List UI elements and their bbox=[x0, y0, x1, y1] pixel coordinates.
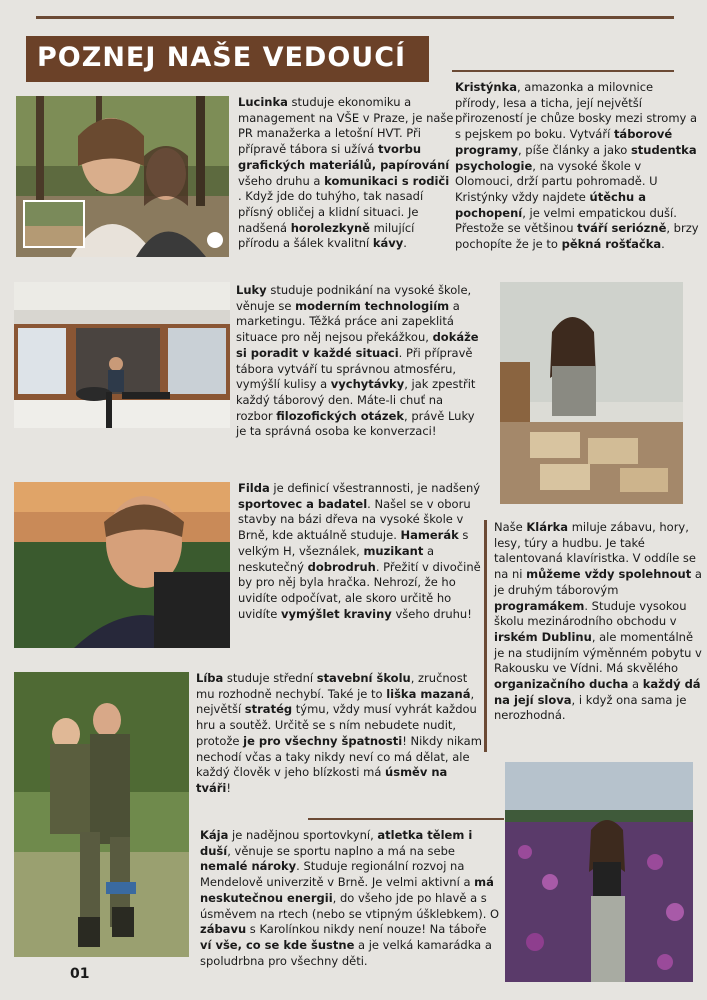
kristynka-run: studentka psychologie bbox=[455, 142, 697, 173]
luky-run: filozofických otázek bbox=[276, 408, 405, 423]
page-title: POZNEJ NAŠE VEDOUCÍ bbox=[37, 42, 407, 73]
lucinka-run: všeho druhu a bbox=[238, 173, 325, 188]
liba-run: úsměv na tváři bbox=[196, 765, 448, 795]
klarka-run: irském Dublinu bbox=[494, 629, 592, 644]
kristynka-run: pěkná rošťačka bbox=[561, 237, 662, 252]
luky-run: studuje podnikání na vysoké škole, věnuje se bbox=[236, 283, 472, 313]
kristynka-run: , píše články a jako bbox=[517, 142, 631, 157]
kristynka-run: táborové programy bbox=[455, 127, 673, 157]
liba-run: Líba bbox=[196, 671, 224, 685]
filda-run: Filda bbox=[238, 481, 270, 495]
luky-run: moderním technologiím bbox=[295, 298, 450, 313]
klarka-run: , ale momentálně je na studijním výměnném pobytu v Rakousku ve Vídni. Má skvělého bbox=[494, 629, 702, 676]
filda-run: s velkým H, všeználek, bbox=[238, 528, 469, 558]
page-title-banner bbox=[26, 36, 429, 82]
kaja-run: nemalé nároky bbox=[200, 859, 297, 874]
kaja-run: má neskutečnou energii bbox=[200, 875, 494, 905]
klarka-bio-text bbox=[494, 520, 702, 724]
lucinka-run: . Když jde do tuhýho, tak nasadí přísný obličej a klidní situaci. Je nadšená bbox=[238, 189, 424, 235]
lucinka-run: tvorbu grafických materiálů, papírování bbox=[238, 142, 450, 172]
lucinka-run: studuje ekonomiku a management na VŠE v Praze, je naše PR manažerka a letošní HVT. Při přípravě tábora si užívá bbox=[238, 95, 454, 157]
liba-run: stavební školu bbox=[316, 671, 411, 685]
filda-run: Hamerák bbox=[400, 528, 459, 543]
kaja-run: a je velká kamarádka a spoludrbna pro všechny děti. bbox=[200, 937, 492, 968]
luky-run: a marketingu. Těžká práce ani zapeklitá situace pro něj nejsou překážkou, bbox=[236, 298, 460, 345]
klarka-run: můžeme vždy spolehnout bbox=[526, 567, 692, 582]
kaja-run: . Studuje regionální rozvoj na Mendelově univerzitě v Brně. Je velmi aktivní a bbox=[200, 859, 475, 890]
lucinka-bio-text bbox=[238, 95, 454, 252]
luky-photo bbox=[14, 282, 230, 428]
luky-run: dokáže si poradit v každé situaci bbox=[236, 330, 479, 360]
kaja-run: , do všeho jde po hlavě a s úsměvem na rtech (nebo se vtipným úšklebkem). O bbox=[200, 890, 500, 921]
kristynka-run: tváří seriózně bbox=[577, 221, 667, 236]
kaja-run: Kája bbox=[200, 828, 229, 842]
luky-run: , jak zpestřit každý táborový den. Máte-li chuť na rozbor bbox=[236, 377, 476, 423]
kristynka-bio-text bbox=[455, 80, 700, 253]
kaja-bio bbox=[200, 828, 500, 969]
klarka-bio bbox=[494, 520, 702, 724]
kristynka-run: Kristýnka bbox=[455, 80, 517, 94]
luky-run: , právě Luky je ta správná osoba ke konverzaci! bbox=[236, 408, 475, 439]
klarka-side-rule bbox=[484, 520, 487, 752]
klarka-drawing-photo bbox=[500, 282, 683, 504]
filda-run: sportovec a badatel bbox=[238, 496, 368, 511]
kristynka-bio bbox=[455, 80, 700, 253]
liba-run: je pro všechny špatnosti bbox=[243, 733, 403, 748]
lucinka-photo bbox=[16, 96, 229, 257]
filda-run: . Přežití v divočině by pro něj byla hračka. Nehrozí, že ho uvidíte odpočívat, ale skoro určitě ho uvidíte bbox=[238, 559, 481, 621]
klarka-run: a je druhým táborovým bbox=[494, 567, 702, 597]
liba-run: , největší bbox=[196, 686, 475, 717]
luky-bio-text bbox=[236, 283, 482, 440]
kaja-top-rule bbox=[308, 818, 504, 820]
filda-bio-text bbox=[238, 481, 484, 622]
filda-photo bbox=[14, 482, 230, 648]
liba-run: týmu, vždy musí vyhrát každou hru a soutěž. Určitě se s ním nebudete nudit, protože bbox=[196, 702, 477, 748]
klarka-run: Klárka bbox=[526, 520, 569, 534]
kaja-run: , věnuje se sportu naplno a má na sebe bbox=[227, 843, 455, 858]
klarka-run: miluje zábavu, hory, lesy, túry a hudbu. Je také talentovaná klavíristka. V oddíle se na ni bbox=[494, 520, 696, 582]
liba-run: ! Nikdy nikam nechodí včas a taky nikdy neví co má dělat, ale každý člověk v jeho blízkosti má bbox=[196, 733, 482, 780]
filda-run: všeho druhu! bbox=[391, 606, 472, 621]
klarka-run: Naše bbox=[494, 520, 527, 534]
luky-bio bbox=[236, 283, 482, 440]
lucinka-run: horolezkyně bbox=[290, 220, 370, 235]
lucinka-run: . bbox=[403, 236, 407, 251]
kaja-photo bbox=[505, 762, 693, 982]
kristynka-run: , brzy pochopíte že je to bbox=[455, 221, 699, 252]
klarka-run: organizačního ducha bbox=[494, 677, 629, 692]
kristynka-run: , na vysoké škole v Olomouci, drží partu pohromadě. U Kristýnky vždy najdete bbox=[455, 158, 658, 204]
kristynka-run: , amazonka a milovnice přírody, lesa a ticha, její největší přirozeností je chůze bosky mezi stromy a s pejskem po boku. Vytváří bbox=[455, 80, 698, 142]
filda-bio bbox=[238, 481, 484, 622]
lucinka-run: Lucinka bbox=[238, 95, 288, 109]
liba-run: stratég bbox=[244, 702, 293, 717]
liba-run: , zručnost mu rozhodně nechybí. Také je to bbox=[196, 671, 468, 701]
kaja-run: ví vše, co se kde šustne bbox=[200, 937, 355, 952]
kaja-run: je nadějnou sportovkyní, bbox=[228, 828, 378, 842]
kaja-run: atletka tělem i duší bbox=[200, 828, 473, 858]
lucinka-run: milující přírodu a šálek kvalitní bbox=[238, 220, 415, 251]
kristynka-run: , je velmi empatickou duší. Přestože se většinou bbox=[455, 205, 677, 236]
kristynka-top-rule bbox=[452, 70, 674, 72]
liba-run: studuje střední bbox=[223, 671, 317, 685]
filda-run: a neskutečný bbox=[238, 543, 435, 574]
filda-run: muzikant bbox=[363, 543, 424, 558]
liba-photo bbox=[14, 672, 189, 957]
lucinka-run: komunikaci s rodiči bbox=[324, 173, 450, 188]
klarka-run: každý dá na její slova bbox=[494, 677, 701, 707]
filda-run: vymýšlet kraviny bbox=[281, 606, 392, 621]
filda-run: je definicí všestrannosti, je nadšený bbox=[269, 481, 481, 495]
page-number: 01 bbox=[70, 966, 90, 982]
top-rule bbox=[36, 16, 674, 19]
liba-bio bbox=[196, 671, 484, 797]
kristynka-run: útěchu a pochopení bbox=[455, 189, 646, 220]
klarka-run: a bbox=[628, 677, 643, 692]
liba-run: ! bbox=[226, 780, 231, 795]
kaja-bio-text bbox=[200, 828, 500, 969]
liba-bio-text bbox=[196, 671, 484, 797]
filda-run: . Našel se v oboru stavby na bázi dřeva na vysoké škole v Brně, kde aktuálně studuje. bbox=[238, 496, 471, 543]
klarka-run: . Studuje vysokou školu mezinárodního obchodu v bbox=[494, 598, 687, 629]
liba-run: liška mazaná bbox=[386, 686, 471, 701]
klarka-run: programákem bbox=[494, 598, 585, 613]
kaja-run: s Karolínkou nikdy není nouze! Na táboře bbox=[246, 922, 487, 937]
lucinka-run: kávy bbox=[372, 236, 404, 251]
lucinka-bio bbox=[238, 95, 454, 252]
luky-run: . Při přípravě tábora vytváří tu správnou atmosféru, vymýšlí kulisy a bbox=[236, 345, 473, 392]
kristynka-run: . bbox=[661, 237, 665, 252]
luky-run: Luky bbox=[236, 283, 267, 297]
kaja-run: zábavu bbox=[200, 922, 247, 937]
klarka-run: , i když ona sama je nerozhodná. bbox=[494, 692, 687, 723]
filda-run: dobrodruh bbox=[307, 559, 376, 574]
luky-run: vychytávky bbox=[330, 377, 405, 392]
